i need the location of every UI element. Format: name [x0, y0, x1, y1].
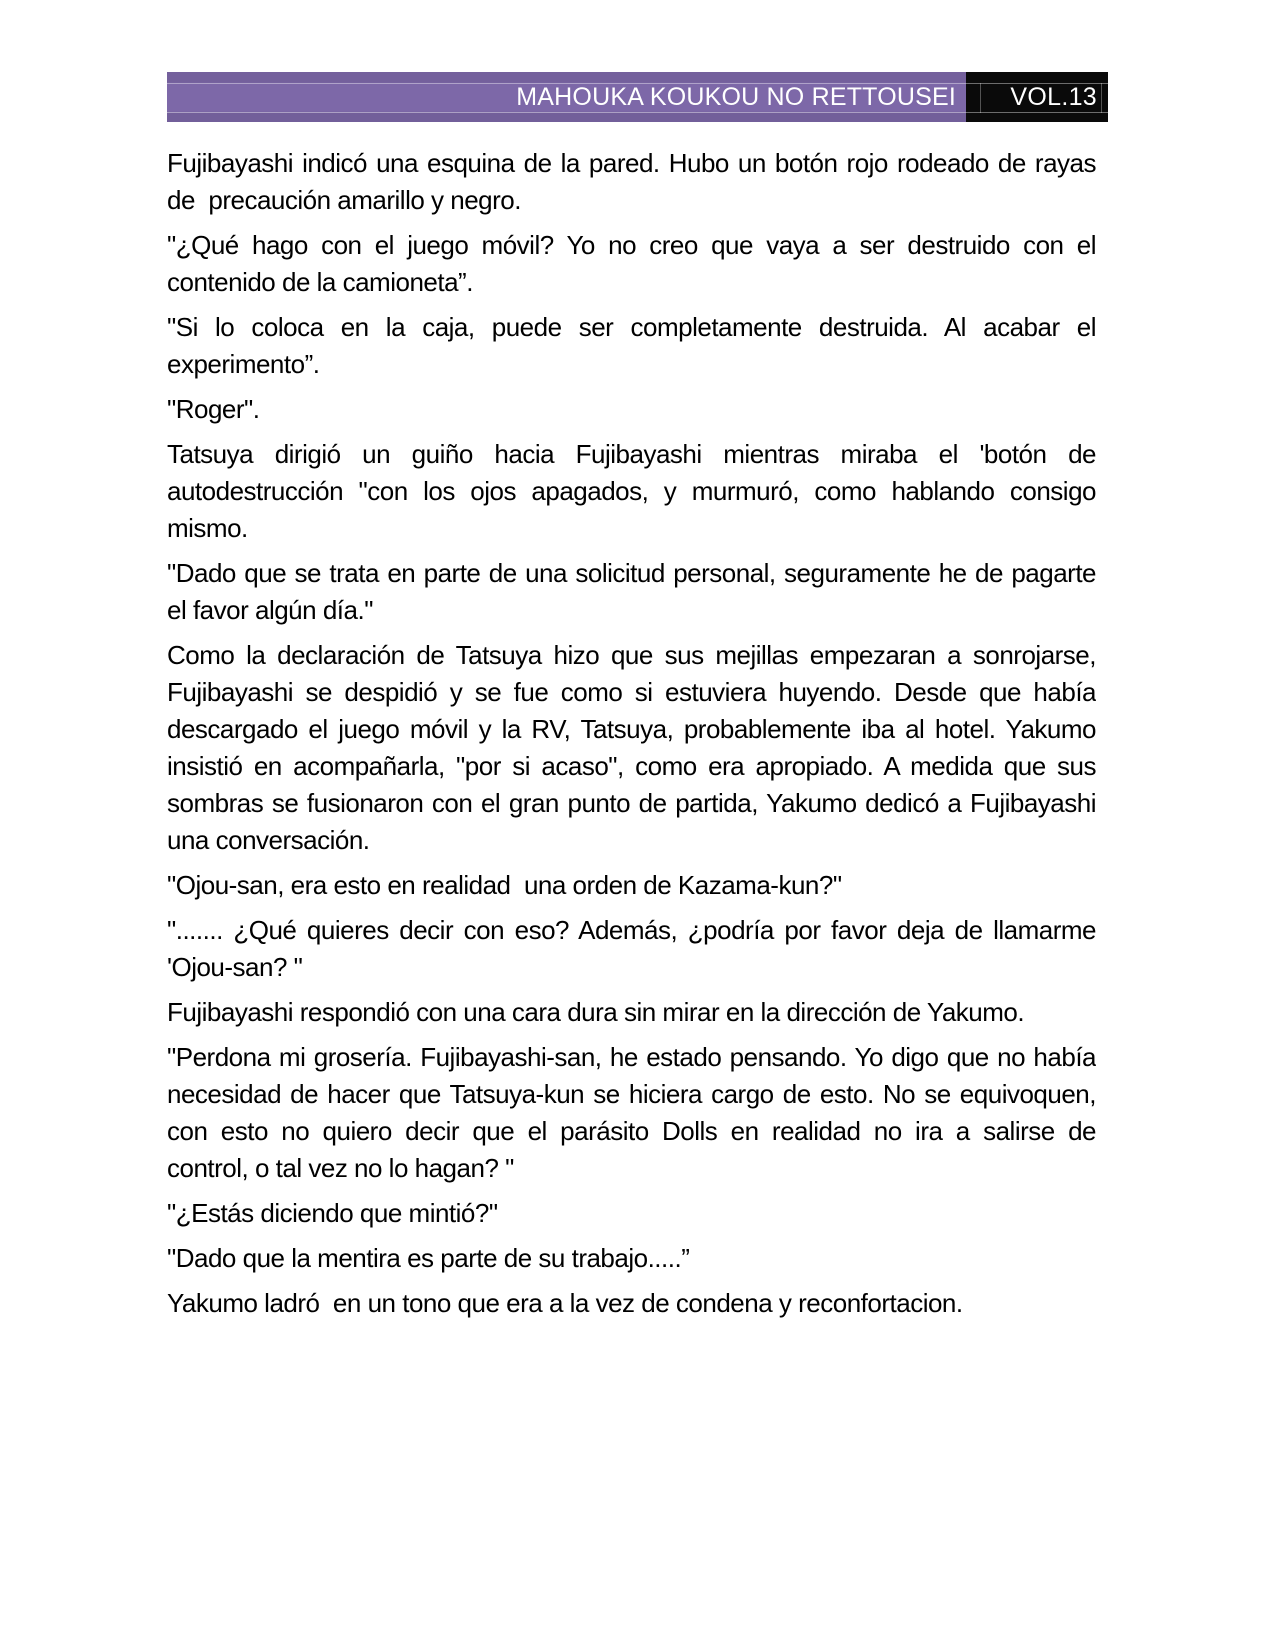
- paragraph-line: mismo.: [167, 513, 248, 543]
- header-title: MAHOUKA KOUKOU NO RETTOUSEI: [516, 83, 956, 111]
- header-inner-line-top: [167, 83, 1108, 84]
- paragraph-line: "Perdona mi grosería. Fujibayashi-san, he estado pensando. Yo digo que no había: [167, 1042, 1096, 1072]
- header-inner-line-bottom: [167, 112, 1108, 113]
- paragraph-line: necesidad de hacer que Tatsuya-kun se hiciera cargo de esto. No se equivoquen,: [167, 1079, 1096, 1109]
- paragraph-line: descargado el juego móvil y la RV, Tatsuya, probablemente iba al hotel. Yakumo: [167, 714, 1096, 744]
- paragraph-line: "Dado que la mentira es parte de su trabajo.....”: [167, 1243, 690, 1273]
- paragraph-line: el favor algún día.": [167, 595, 373, 625]
- paragraph: [167, 145, 1096, 219]
- paragraph-line: Como la declaración de Tatsuya hizo que sus mejillas empezaran a sonrojarse,: [167, 640, 1096, 670]
- paragraph-line: insistió en acompañarla, "por si acaso", como era apropiado. A medida que sus: [167, 751, 1096, 781]
- paragraph: [167, 436, 1096, 547]
- paragraph-line: experimento”.: [167, 349, 320, 379]
- paragraph-line: "¿Estás diciendo que mintió?": [167, 1198, 498, 1228]
- paragraph-line: con esto no quiero decir que el parásito Dolls en realidad no ira a salirse de: [167, 1116, 1096, 1146]
- paragraph-line: "¿Qué hago con el juego móvil? Yo no creo que vaya a ser destruido con el: [167, 230, 1096, 260]
- paragraph: [167, 1240, 1096, 1277]
- paragraph-line: 'Ojou-san? ": [167, 952, 303, 982]
- paragraph-line: contenido de la camioneta”.: [167, 267, 473, 297]
- paragraph-line: "....... ¿Qué quieres decir con eso? Además, ¿podría por favor deja de llamarme: [167, 915, 1096, 945]
- paragraph-line: "Dado que se trata en parte de una solicitud personal, seguramente he de pagarte: [167, 558, 1096, 588]
- paragraph: [167, 1285, 1096, 1322]
- paragraph: [167, 555, 1096, 629]
- page-body: [167, 145, 1096, 1330]
- paragraph: [167, 1039, 1096, 1187]
- paragraph-line: Fujibayashi se despidió y se fue como si estuviera huyendo. Desde que había: [167, 677, 1096, 707]
- paragraph-line: "Si lo coloca en la caja, puede ser completamente destruida. Al acabar el: [167, 312, 1096, 342]
- paragraph-line: Yakumo ladró en un tono que era a la vez de condena y reconfortacion.: [167, 1288, 963, 1318]
- paragraph: [167, 391, 1096, 428]
- paragraph-line: "Roger".: [167, 394, 260, 424]
- header-bar: [167, 72, 1108, 122]
- paragraph: [167, 309, 1096, 383]
- paragraph: [167, 994, 1096, 1031]
- paragraph-line: Fujibayashi respondió con una cara dura sin mirar en la dirección de Yakumo.: [167, 997, 1025, 1027]
- paragraph: [167, 637, 1096, 859]
- paragraph-line: sombras se fusionaron con el gran punto de partida, Yakumo dedicó a Fujibayashi: [167, 788, 1096, 818]
- paragraph-line: una conversación.: [167, 825, 370, 855]
- paragraph-line: Tatsuya dirigió un guiño hacia Fujibayashi mientras miraba el 'botón de: [167, 439, 1096, 469]
- paragraph-line: control, o tal vez no lo hagan? ": [167, 1153, 514, 1183]
- paragraph: [167, 227, 1096, 301]
- paragraph-line: autodestrucción "con los ojos apagados, y murmuró, como hablando consigo: [167, 476, 1096, 506]
- paragraph-line: "Ojou-san, era esto en realidad una orden de Kazama-kun?": [167, 870, 842, 900]
- paragraph: [167, 1195, 1096, 1232]
- paragraph: [167, 912, 1096, 986]
- paragraph-line: de precaución amarillo y negro.: [167, 185, 521, 215]
- volume-label: VOL.13: [1010, 83, 1097, 111]
- paragraph: [167, 867, 1096, 904]
- paragraph-line: Fujibayashi indicó una esquina de la pared. Hubo un botón rojo rodeado de rayas: [167, 148, 1096, 178]
